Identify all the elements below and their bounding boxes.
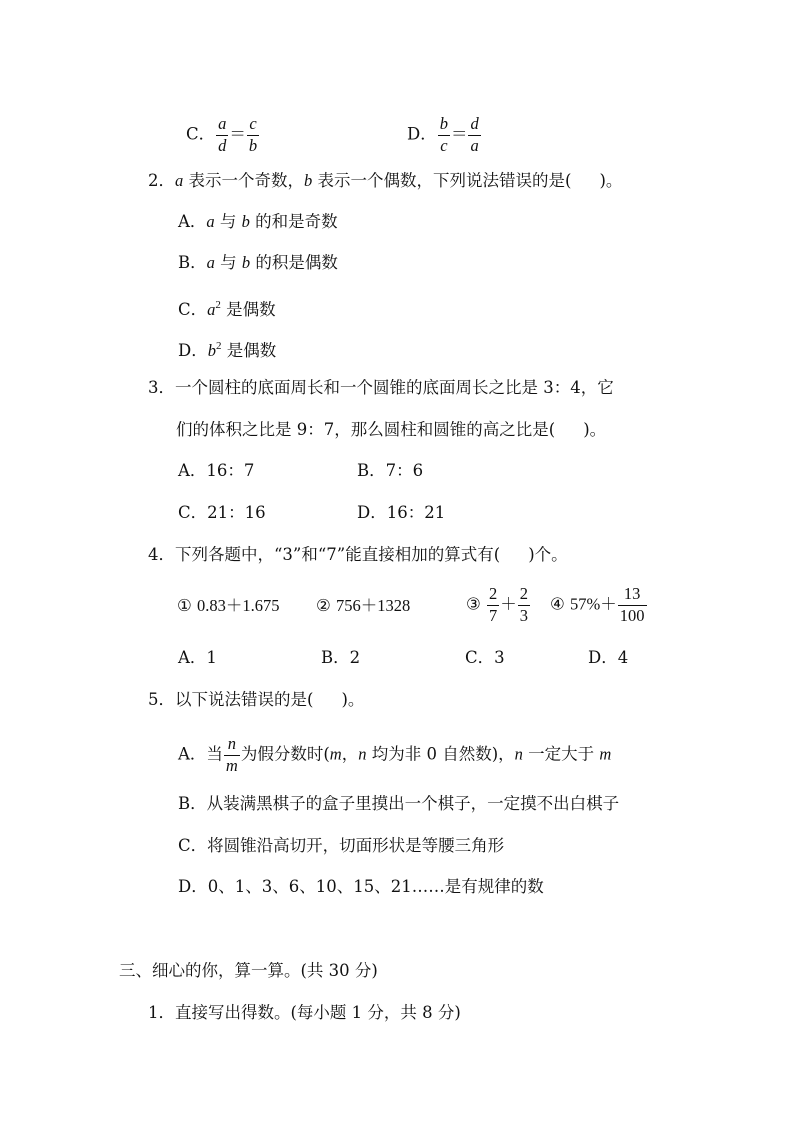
q3-option-d — [357, 503, 445, 523]
option-text: 的和是奇数 — [255, 212, 338, 231]
variable: a — [206, 253, 215, 272]
question-3 — [148, 378, 614, 398]
circled-number: ① — [177, 596, 192, 615]
denominator: c — [440, 135, 448, 155]
question-text: 表示一个奇数， — [188, 171, 304, 190]
question-4 — [148, 545, 568, 565]
variable: a — [206, 212, 215, 231]
expression: 756＋1328 — [336, 596, 411, 615]
q2-option-b — [178, 253, 338, 273]
option-label: C． — [465, 648, 495, 667]
option-text: 一定大于 — [528, 744, 595, 764]
plus-sign: ＋ — [500, 594, 517, 614]
variable: a — [175, 171, 184, 190]
option-text: 与 — [219, 212, 237, 231]
option-text: 与 — [220, 253, 237, 272]
option-label: B． — [357, 461, 386, 480]
option-label: B． — [178, 253, 207, 272]
variable: m — [599, 744, 612, 764]
option-label: C． — [186, 124, 216, 144]
question-5 — [148, 690, 364, 710]
equals-sign: ＝ — [229, 124, 246, 144]
option-text: 16：7 — [206, 461, 255, 480]
question-text: )。 — [583, 420, 607, 439]
question-text: 以下说法错误的是( — [175, 690, 314, 709]
variable: b — [304, 171, 313, 190]
denominator: b — [248, 135, 258, 155]
option-text: 7：6 — [385, 461, 424, 480]
circled-number: ③ — [466, 594, 481, 614]
question-number: 1． — [148, 1003, 175, 1022]
option-label: A． — [178, 212, 207, 231]
fraction — [518, 586, 530, 624]
q3-option-a — [178, 461, 254, 481]
q3-option-c — [178, 503, 266, 523]
q3-option-b — [357, 461, 423, 481]
question-text: )。 — [599, 171, 623, 190]
q2-option-a — [178, 212, 338, 232]
option-label: A． — [178, 744, 207, 764]
numerator: a — [218, 114, 227, 133]
variable: b — [241, 212, 250, 231]
option-text: 21：16 — [207, 503, 266, 522]
q4-expression-1 — [177, 596, 280, 616]
option-label: D． — [178, 341, 208, 360]
option-label: B． — [321, 648, 350, 667]
fraction — [224, 736, 240, 774]
question-number: 2． — [148, 171, 175, 190]
q4-option-c — [465, 648, 505, 668]
question-text: 表示一个偶数，下列说法错误的是( — [317, 171, 572, 190]
option-label: C． — [178, 300, 208, 319]
numerator: c — [249, 114, 257, 133]
circled-number: ② — [316, 596, 331, 615]
option-text: 16：21 — [386, 503, 446, 522]
denominator: m — [225, 755, 238, 775]
q4-expression-3 — [466, 586, 531, 624]
fraction — [618, 586, 647, 624]
question-3-line-2 — [176, 420, 606, 440]
fraction — [247, 116, 259, 154]
question-text: 一个圆柱的底面周长和一个圆锥的底面周长之比是 3：4，它 — [175, 378, 614, 397]
numerator: n — [227, 734, 236, 753]
q2-option-c — [178, 295, 276, 320]
option-text: 为假分数时( — [240, 744, 330, 764]
option-label: A． — [178, 461, 207, 480]
expression: 0.83＋1.675 — [197, 596, 280, 615]
variable: a — [207, 300, 216, 319]
section-title: 三、细心的你，算一算。(共 30 分) — [119, 961, 378, 980]
question-number: 4． — [148, 545, 175, 564]
option-text: 2 — [349, 648, 361, 667]
question-text: 们的体积之比是 9：7，那么圆柱和圆锥的高之比是( — [176, 420, 556, 439]
question-number: 3． — [148, 378, 175, 397]
question-text: 直接写出得数。(每小题 1 分，共 8 分) — [175, 1003, 461, 1022]
numerator: 13 — [618, 586, 647, 606]
option-text: 将圆锥沿高切开，切面形状是等腰三角形 — [207, 836, 505, 855]
denominator: 7 — [489, 605, 498, 625]
variable: b — [207, 341, 216, 360]
numerator: d — [470, 114, 479, 133]
section-3-title — [119, 961, 378, 981]
variable: b — [241, 253, 251, 272]
option-text: 是偶数 — [226, 300, 276, 319]
option-text: 0、1、3、6、10、15、21……是有规律的数 — [207, 877, 544, 896]
option-text: 3 — [494, 648, 505, 667]
variable: m — [329, 744, 342, 764]
fraction — [216, 116, 228, 154]
denominator: a — [470, 135, 479, 155]
denominator: d — [218, 135, 227, 155]
option-label: D． — [357, 503, 387, 522]
question-text: )个。 — [528, 545, 568, 564]
q4-option-b — [321, 648, 360, 668]
q2-option-d — [178, 336, 276, 361]
q1-option-c — [186, 116, 260, 154]
denominator: 3 — [519, 605, 529, 625]
option-label: B． — [178, 794, 207, 813]
fraction — [487, 586, 499, 624]
q4-expression-2 — [316, 596, 410, 616]
q4-option-d — [588, 648, 628, 668]
option-label: D． — [407, 124, 437, 144]
exponent: 2 — [215, 340, 222, 352]
section-3-question-1 — [148, 1003, 461, 1023]
equals-sign: ＝ — [450, 124, 468, 144]
option-label: D． — [588, 648, 618, 667]
option-text: 的积是偶数 — [255, 253, 338, 272]
option-label: D． — [178, 877, 208, 896]
question-2 — [148, 171, 622, 191]
q4-expression-4 — [550, 586, 648, 624]
option-text: 均为非 0 自然数)， — [371, 744, 515, 764]
q5-option-a — [178, 736, 611, 774]
q1-option-d — [407, 116, 482, 154]
q4-option-a — [178, 648, 217, 668]
variable: n — [514, 744, 523, 764]
fraction — [438, 116, 450, 154]
option-text: ， — [341, 744, 359, 764]
option-label: A． — [178, 648, 207, 667]
option-text: 当 — [206, 744, 223, 764]
question-text: 下列各题中，“3”和“7”能直接相加的算式有( — [175, 545, 501, 564]
question-text: )。 — [341, 690, 365, 709]
q5-option-c — [178, 836, 504, 856]
option-text: 1 — [206, 648, 217, 667]
variable: n — [358, 744, 367, 764]
expression: 57%＋ — [570, 594, 617, 614]
option-text: 是偶数 — [226, 341, 277, 360]
q5-option-b — [178, 794, 619, 814]
denominator: 100 — [619, 605, 645, 625]
fraction — [468, 116, 480, 154]
numerator: 2 — [518, 586, 530, 606]
numerator: 2 — [487, 586, 499, 606]
exponent: 2 — [215, 299, 221, 311]
numerator: b — [439, 114, 448, 133]
option-text: 4 — [617, 648, 629, 667]
option-label: C． — [178, 836, 208, 855]
question-number: 5． — [148, 690, 175, 709]
circled-number: ④ — [550, 594, 565, 614]
option-label: C． — [178, 503, 208, 522]
option-text: 从装满黑棋子的盒子里摸出一个棋子，一定摸不出白棋子 — [206, 794, 620, 813]
q5-option-d — [178, 877, 544, 897]
